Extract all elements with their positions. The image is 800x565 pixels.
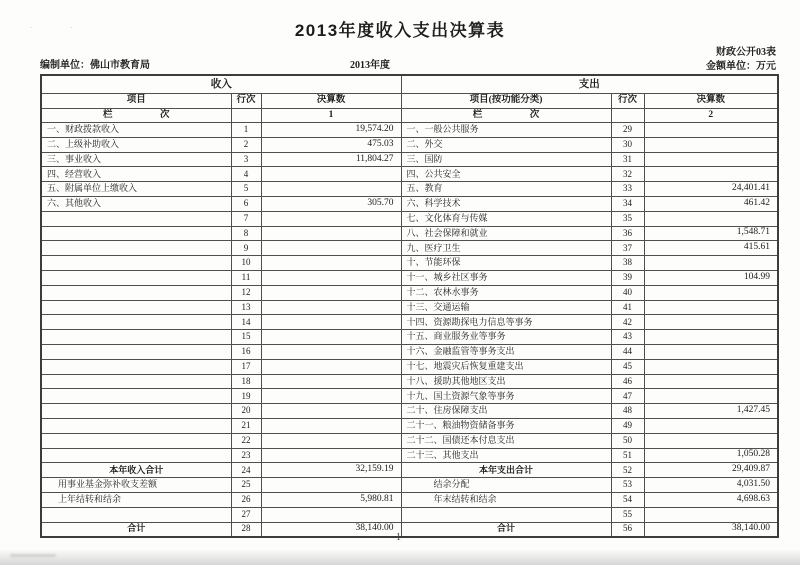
expense-amount-cell [644,330,778,345]
expense-amount-cell: 29,409.87 [644,463,778,478]
expense-rowno-cell: 35 [611,211,644,226]
table-row [41,182,778,197]
expense-rowno-cell: 55 [611,507,644,522]
expense-amount-cell [644,374,778,389]
income-rowno-cell: 8 [231,226,261,241]
final-accounts-table [40,74,779,538]
income-amount-cell: 19,574.20 [261,123,401,138]
expense-item-cell: 十一、城乡社区事务 [401,270,611,285]
expense-item-cell: 十五、商业服务业等事务 [401,330,611,345]
expense-amount-cell [644,507,778,522]
income-item-cell [41,404,231,419]
expense-item-cell: 十、节能环保 [401,256,611,271]
income-amount-cell [261,359,401,374]
expense-rowno-cell: 41 [611,300,644,315]
income-rowno-cell: 21 [231,418,261,433]
expense-rowno-cell: 39 [611,270,644,285]
expense-amount-cell: 415.61 [644,241,778,256]
expense-rowno-cell: 47 [611,389,644,404]
expense-rowno-cell: 49 [611,418,644,433]
expense-item-cell: 一、一般公共服务 [401,123,611,138]
expense-rowno-cell: 29 [611,123,644,138]
table-row [41,492,778,507]
income-amount-cell [261,285,401,300]
scan-artifact: · · [30,24,91,32]
fiscal-year-label: 2013年度 [350,60,390,71]
expense-item-cell: 九、医疗卫生 [401,241,611,256]
expense-rowno-cell: 48 [611,404,644,419]
table-row [41,478,778,493]
income-item-cell [41,211,231,226]
income-item-cell: 合计 [41,522,231,537]
income-rowno-cell: 10 [231,256,261,271]
expense-amount-cell [644,315,778,330]
income-col-index: 1 [261,109,401,123]
income-item-cell: 上年结转和结余 [41,492,231,507]
expense-rowno-cell: 44 [611,344,644,359]
expense-rowno-cell: 30 [611,137,644,152]
expense-amount-cell [644,167,778,182]
expense-amount-cell: 24,401.41 [644,182,778,197]
expense-rowno-cell: 32 [611,167,644,182]
income-rowno-cell: 13 [231,300,261,315]
expense-item-cell: 十八、援助其他地区支出 [401,374,611,389]
table-row [41,507,778,522]
income-item-cell [41,256,231,271]
expense-item-cell: 八、社会保障和就业 [401,226,611,241]
expense-rowno-cell: 43 [611,330,644,345]
income-amount-cell: 475.03 [261,137,401,152]
expense-amount-cell: 38,140.00 [644,522,778,537]
income-rowno-cell: 3 [231,152,261,167]
empty-cell [611,109,644,123]
expense-item-cell: 十三、交通运输 [401,300,611,315]
income-rowno-cell: 24 [231,463,261,478]
income-item-cell [41,270,231,285]
column-index-row [41,109,778,123]
income-item-cell [41,418,231,433]
income-amount-cell [261,374,401,389]
income-item-cell [41,389,231,404]
expense-rowno-cell: 38 [611,256,644,271]
expense-section-header: 支出 [401,75,778,94]
page-title: 2013年度收入支出决算表 [294,21,506,40]
income-amount-cell [261,182,401,197]
expense-amount-cell [644,123,778,138]
income-amount-cell: 305.70 [261,196,401,211]
income-amount-col-header: 决算数 [261,94,401,109]
table-row [41,270,778,285]
income-rowno-cell: 28 [231,522,261,537]
expense-item-cell: 二十一、粮油物资储备事务 [401,418,611,433]
expense-item-cell [401,507,611,522]
income-rowno-cell: 18 [231,374,261,389]
expense-rowno-cell: 52 [611,463,644,478]
expense-item-cell: 二十三、其他支出 [401,448,611,463]
income-rowno-cell: 16 [231,344,261,359]
income-amount-cell [261,241,401,256]
income-item-cell: 二、上级补助收入 [41,137,231,152]
income-rowno-cell: 14 [231,315,261,330]
expense-rowno-cell: 45 [611,359,644,374]
income-rowno-cell: 5 [231,182,261,197]
income-amount-cell: 32,159.19 [261,463,401,478]
income-amount-cell: 5,980.81 [261,492,401,507]
income-rowno-cell: 27 [231,507,261,522]
expense-amount-cell [644,418,778,433]
income-amount-cell [261,300,401,315]
expense-amount-cell: 4,698.63 [644,492,778,507]
income-amount-cell [261,433,401,448]
income-item-cell [41,330,231,345]
income-item-cell [41,448,231,463]
expense-item-cell: 年末结转和结余 [401,492,611,507]
income-amount-cell [261,226,401,241]
expense-amount-cell [644,359,778,374]
table-row [41,344,778,359]
expense-amount-cell [644,389,778,404]
income-rowno-cell: 26 [231,492,261,507]
expense-item-cell: 五、教育 [401,182,611,197]
income-amount-cell [261,418,401,433]
empty-cell [231,109,261,123]
table-row [41,448,778,463]
income-item-cell [41,433,231,448]
income-item-cell: 四、经营收入 [41,167,231,182]
expense-rowno-cell: 53 [611,478,644,493]
table-row [41,463,778,478]
expense-amount-cell: 104.99 [644,270,778,285]
income-amount-cell [261,167,401,182]
income-amount-cell [261,478,401,493]
form-code-label: 财政公开03表 [716,47,776,58]
expense-amount-cell: 1,548.71 [644,226,778,241]
table-row [41,418,778,433]
income-item-cell [41,507,231,522]
income-rowno-cell: 1 [231,123,261,138]
income-rowno-cell: 25 [231,478,261,493]
expense-amount-cell [644,344,778,359]
income-amount-cell: 38,140.00 [261,522,401,537]
expense-amount-cell: 1,050.28 [644,448,778,463]
expense-item-cell: 四、公共安全 [401,167,611,182]
column-header-row [41,94,778,109]
expense-rowno-cell: 50 [611,433,644,448]
expense-item-cell: 十九、国土资源气象等事务 [401,389,611,404]
expense-rowno-cell: 54 [611,492,644,507]
expense-item-cell: 二十、住房保障支出 [401,404,611,419]
table-row [41,137,778,152]
expense-amount-cell: 461.42 [644,196,778,211]
table-row [41,285,778,300]
income-amount-cell: 11,804.27 [261,152,401,167]
expense-amount-cell [644,300,778,315]
table-row [41,359,778,374]
expense-item-cell: 十七、地震灾后恢复重建支出 [401,359,611,374]
section-header-row [41,75,778,94]
expense-item-cell: 三、国防 [401,152,611,167]
income-lanci-label: 栏 次 [41,109,231,123]
table-row [41,315,778,330]
income-item-cell: 本年收入合计 [41,463,231,478]
income-amount-cell [261,404,401,419]
expense-item-cell: 十四、资源勘探电力信息等事务 [401,315,611,330]
expense-amount-col-header: 决算数 [644,94,778,109]
expense-item-cell: 十二、农林水事务 [401,285,611,300]
income-item-cell: 六、其他收入 [41,196,231,211]
expense-amount-cell: 1,427.45 [644,404,778,419]
expense-item-cell: 十六、金融监管等事务支出 [401,344,611,359]
table-row [41,152,778,167]
table-row [41,196,778,211]
expense-rowno-cell: 46 [611,374,644,389]
income-item-cell [41,241,231,256]
expense-amount-cell [644,285,778,300]
income-amount-cell [261,344,401,359]
expense-amount-cell [644,152,778,167]
income-amount-cell [261,315,401,330]
income-item-cell [41,285,231,300]
income-item-cell: 用事业基金弥补收支差额 [41,478,231,493]
income-item-cell [41,344,231,359]
expense-amount-cell [644,256,778,271]
table-row [41,211,778,226]
income-rowno-cell: 23 [231,448,261,463]
table-row [41,123,778,138]
table-row [41,374,778,389]
income-rowno-cell: 12 [231,285,261,300]
table-row [41,330,778,345]
income-item-cell [41,359,231,374]
expense-item-cell: 二、外交 [401,137,611,152]
expense-item-cell: 合计 [401,522,611,537]
amount-unit-label: 金额单位：万元 [706,61,776,72]
expense-item-col-header: 项目(按功能分类) [401,94,611,109]
prepared-by-label: 编制单位：佛山市教育局 [40,60,150,71]
table-row [41,433,778,448]
income-section-header: 收入 [41,75,401,94]
expense-item-cell: 七、文化体育与传媒 [401,211,611,226]
expense-rowno-cell: 51 [611,448,644,463]
expense-rowno-cell: 42 [611,315,644,330]
expense-rowno-cell: 33 [611,182,644,197]
expense-rowno-cell: 56 [611,522,644,537]
expense-item-cell: 本年支出合计 [401,463,611,478]
expense-rowno-cell: 40 [611,285,644,300]
income-item-cell [41,226,231,241]
income-item-cell: 五、附属单位上缴收入 [41,182,231,197]
table-row [41,226,778,241]
expense-rowno-cell: 34 [611,196,644,211]
table-row [41,167,778,182]
income-amount-cell [261,330,401,345]
income-rowno-cell: 22 [231,433,261,448]
income-amount-cell [261,389,401,404]
income-item-cell [41,374,231,389]
expense-amount-cell: 4,031.50 [644,478,778,493]
expense-item-cell: 六、科学技术 [401,196,611,211]
expense-item-cell: 二十二、国债还本付息支出 [401,433,611,448]
income-amount-cell [261,256,401,271]
expense-rowno-col-header: 行次 [611,94,644,109]
expense-rowno-cell: 31 [611,152,644,167]
table-row [41,256,778,271]
expense-amount-cell [644,137,778,152]
income-rowno-cell: 2 [231,137,261,152]
scan-edge-shadow [0,549,800,565]
table-row [41,389,778,404]
income-rowno-col-header: 行次 [231,94,261,109]
expense-item-cell: 结余分配 [401,478,611,493]
income-amount-cell [261,507,401,522]
income-amount-cell [261,211,401,226]
income-rowno-cell: 4 [231,167,261,182]
income-amount-cell [261,270,401,285]
income-item-cell: 三、事业收入 [41,152,231,167]
income-item-cell: 一、财政拨款收入 [41,123,231,138]
table-row [41,300,778,315]
income-rowno-cell: 6 [231,196,261,211]
income-item-cell [41,315,231,330]
table-row [41,404,778,419]
expense-rowno-cell: 36 [611,226,644,241]
income-rowno-cell: 15 [231,330,261,345]
income-rowno-cell: 17 [231,359,261,374]
expense-amount-cell [644,433,778,448]
income-rowno-cell: 7 [231,211,261,226]
expense-rowno-cell: 37 [611,241,644,256]
income-item-col-header: 项目 [41,94,231,109]
page-number: — 1 — [377,532,423,543]
income-rowno-cell: 11 [231,270,261,285]
table-row [41,241,778,256]
income-rowno-cell: 19 [231,389,261,404]
expense-col-index: 2 [644,109,778,123]
income-item-cell [41,300,231,315]
expense-lanci-label: 栏 次 [401,109,611,123]
income-rowno-cell: 20 [231,404,261,419]
income-rowno-cell: 9 [231,241,261,256]
income-amount-cell [261,448,401,463]
expense-amount-cell [644,211,778,226]
